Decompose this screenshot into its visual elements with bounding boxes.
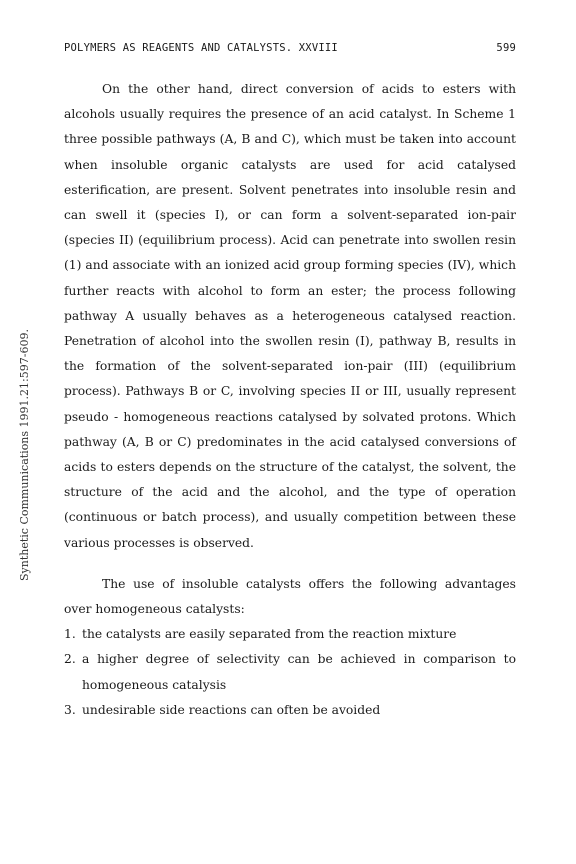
list-item (64, 698, 516, 723)
list-item-number: 3. (64, 702, 76, 717)
paragraph-advantages-intro: The use of insoluble catalysts offers the following advantages over homogeneous catalysts: (64, 576, 516, 617)
paragraph-pathways: On the other hand, direct conversion of acids to esters with alcohols usually requires the presence of an acid catalyst. In Scheme 1 three possible pathways (A, B and C), which must be taken into account when insoluble organic catalysts are used for acid catalysed esterification, are present. Solvent penetrates into insoluble resin and can swell it (species I), or can form a solvent-separated ion-pair (species II) (equilibrium process). Acid can penetrate into swollen resin (1) and associate with an ionized acid group forming species (IV), which further reacts with alcohol to form an ester; the process following pathway A usually behaves as a heterogeneous catalysed reaction. Penetration of alcohol into the swollen resin (I), pathway B, results in the formation of the solvent-separated ion-pair (III) (equilibrium process). Pathways B or C, involving species II or III, usually represent pseudo - homogeneous reactions catalysed by solvated protons. Which pathway (A, B or C) predominates in the acid catalysed conversions of acids to esters depends on the structure of the catalyst, the solvent, the structure of the acid and the alcohol, and the type of operation (continuous or batch process), and usually competition between these various processes is observed. (64, 82, 516, 550)
list-item-text: a higher degree of selectivity can be achieved in comparison to homogeneous catalysis (82, 652, 516, 692)
side-citation-text: Synthetic Communications 1991.21:597-609. (18, 329, 31, 581)
list-item-text: the catalysts are easily separated from the reaction mixture (82, 627, 457, 642)
running-title: POLYMERS AS REAGENTS AND CATALYSTS. XXVIII (64, 42, 338, 54)
running-header (64, 42, 516, 62)
list-item (64, 622, 516, 647)
body-text (64, 77, 516, 723)
list-item-number: 2. (64, 652, 76, 667)
advantages-list (64, 622, 516, 723)
page-number: 599 (496, 42, 516, 54)
list-item-number: 1. (64, 627, 76, 642)
list-item-text: undesirable side reactions can often be avoided (82, 702, 381, 717)
list-item (64, 647, 516, 697)
